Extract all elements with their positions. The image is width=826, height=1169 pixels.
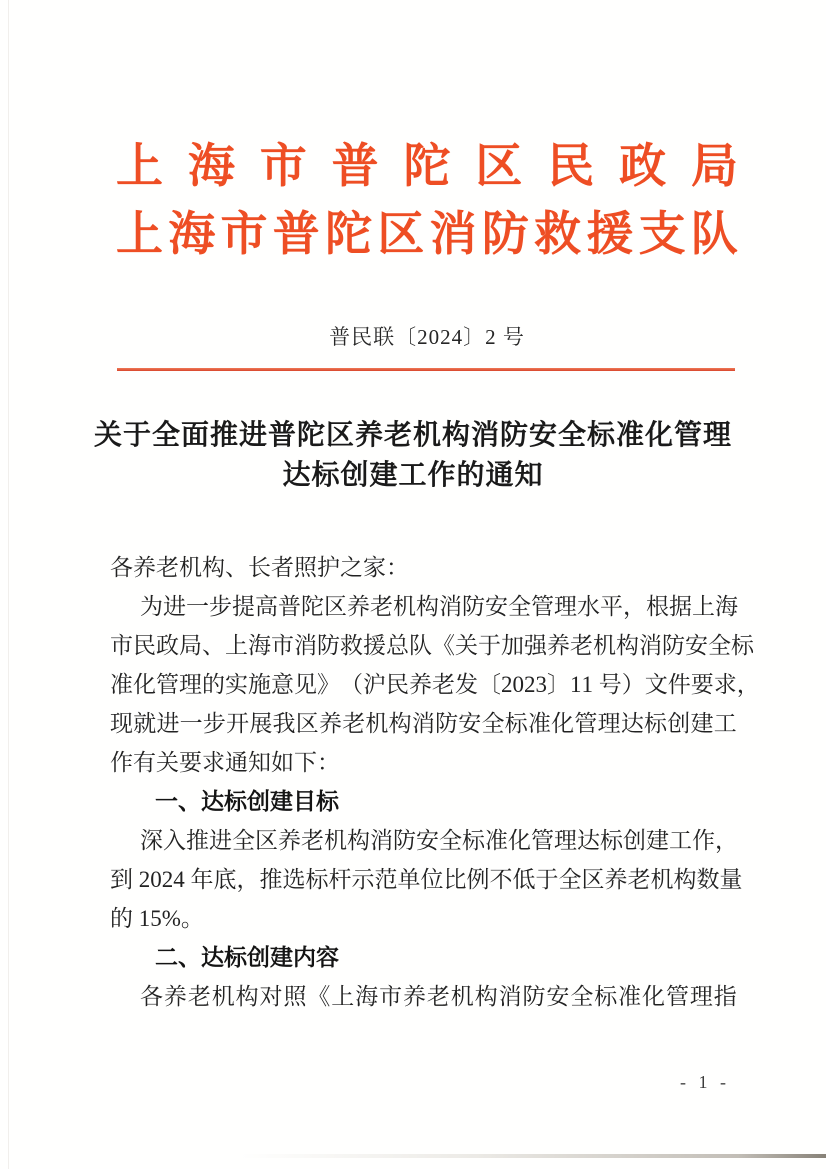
body-line: 到 2 0 2 4 年 底 ， 推 选 标 杆 示 范 单 位 比 例 不 低 于 全 区 养 老 机 构 数 量 (110, 867, 743, 892)
body-line: 准 化 管 理 的 实 施 意 见 》 （ 沪 民 养 老 发 〔 2 0 2 3 〕 1 1 号 ） 文 件 要 求 ， (110, 672, 760, 697)
section-heading-1: 一、达标创建目标 (155, 788, 339, 814)
document-body (110, 548, 760, 1016)
document-title (63, 416, 763, 496)
scan-artifact-left-edge (8, 0, 9, 1169)
page-number: - 1 - (680, 1072, 730, 1092)
section-heading-2: 二、达标创建内容 (155, 944, 339, 970)
letterhead (116, 133, 738, 269)
issuer-name-line-2: 上 海 市 普 陀 区 消 防 救 援 支 队 (116, 209, 738, 261)
body-line: 市 民 政 局 、 上 海 市 消 防 救 援 总 队 《 关 于 加 强 养 老 机 构 消 防 安 全 标 (110, 633, 754, 658)
body-line: 的 15%。 (110, 906, 204, 931)
body-line: 现 就 进 一 步 开 展 我 区 养 老 机 构 消 防 安 全 标 准 化 管 理 达 标 创 建 工 (110, 711, 737, 736)
title-line-2: 达标创建工作的通知 (282, 460, 544, 491)
body-line: 深 入 推 进 全 区 养 老 机 构 消 防 安 全 标 准 化 管 理 达 标 创 建 工 作 ， (140, 828, 738, 853)
title-line-1: 关于全面推进普陀区养老机构消防安全标准化管理 (93, 420, 732, 451)
body-line: 作有关要求通知如下： (110, 750, 340, 775)
body-line: 为 进 一 步 提 高 普 陀 区 养 老 机 构 消 防 安 全 管 理 水 平 ， 根 据 上 海 (140, 594, 738, 619)
document-number: 普民联〔2024〕2 号 (329, 325, 525, 349)
salutation-line: 各养老机构、长者照护之家： (110, 555, 409, 580)
red-divider-line (117, 368, 735, 371)
issuer-name-line-1: 上 海 市 普 陀 区 民 政 局 (116, 141, 738, 193)
body-line: 各 养 老 机 构 对 照 《 上 海 市 养 老 机 构 消 防 安 全 标 准 化 管 理 指 (140, 984, 737, 1009)
scan-artifact-bottom-edge (240, 1154, 826, 1158)
